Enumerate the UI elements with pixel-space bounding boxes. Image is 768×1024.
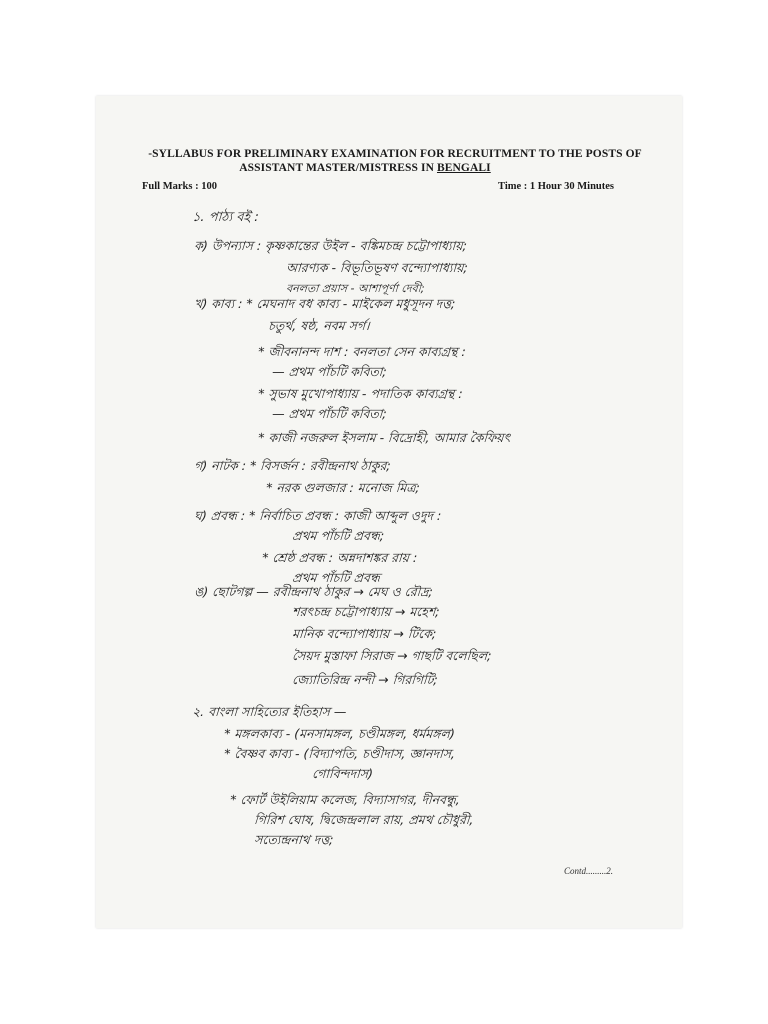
- handwritten-line: * নরক গুলজার : মনোজ মিত্র;: [265, 480, 421, 495]
- handwritten-line: * ফোর্ট উইলিয়াম কলেজ, বিদ্যাসাগর, দীনবন্ধু,: [229, 792, 461, 807]
- handwritten-line: * শ্রেষ্ঠ প্রবন্ধ : অন্নদাশঙ্কর রায় :: [261, 550, 418, 565]
- handwritten-line: ঘ) প্রবন্ধ : * নির্বাচিত প্রবন্ধ : কাজী আব্দুল ওদুদ :: [193, 508, 442, 523]
- handwritten-line: চতুর্থ, ষষ্ঠ, নবম সর্গ।: [267, 318, 371, 333]
- handwritten-line: * সুভাষ মুখোপাধ্যায় - পদাতিক কাব্যগ্রন্থ :: [257, 386, 464, 401]
- handwritten-line: খ) কাব্য : * মেঘনাদ বধ কাব্য - মাইকেল মধুসূদন দত্ত;: [193, 296, 456, 311]
- subject-name: BENGALI: [436, 162, 491, 174]
- handwritten-line: ১. পাঠ্য বই :: [191, 210, 260, 225]
- handwritten-line: গোবিন্দদাস): [311, 766, 374, 781]
- handwritten-line: * বৈষ্ণব কাব্য - (বিদ্যাপতি, চণ্ডীদাস, জ্ঞানদাস,: [223, 746, 456, 761]
- full-marks: Full Marks : 100: [142, 181, 217, 192]
- exam-time: Time : 1 Hour 30 Minutes: [498, 181, 614, 192]
- handwritten-line: * মঙ্গলকাব্য - (মনসামঙ্গল, চণ্ডীমঙ্গল, ধর্মমঙ্গল): [223, 726, 456, 741]
- title-line-1: -SYLLABUS FOR PRELIMINARY EXAMINATION FOR RECRUITMENT TO THE POSTS OF: [148, 148, 642, 160]
- handwritten-line: সত্যেন্দ্রনাথ দত্ত;: [253, 832, 334, 847]
- handwritten-line: মানিক বন্দ্যোপাধ্যায় → টিকে;: [291, 626, 437, 641]
- handwritten-line: ঙ) ছোটগল্প — রবীন্দ্রনাথ ঠাকুর → মেঘ ও রৌদ্র;: [193, 584, 434, 599]
- handwritten-line: সৈয়দ মুস্তাফা সিরাজ → গাছটি বলেছিল;: [291, 648, 492, 663]
- handwritten-line: জ্যোতিরিন্দ্র নন্দী → গিরগিটি;: [291, 672, 439, 687]
- handwritten-line: গিরিশ ঘোষ, দ্বিজেন্দ্রলাল রায়, প্রমথ চৌধুরী,: [253, 812, 475, 827]
- handwritten-line: বনলতা প্রয়াস - আশাপূর্ণা দেবী;: [285, 282, 426, 295]
- handwritten-line: * কাজী নজরুল ইসলাম - বিদ্রোহী, আমার কৈফিয়ৎ: [257, 430, 511, 445]
- continued-note: Contd.........2.: [564, 866, 614, 876]
- handwritten-line: — প্রথম পাঁচটি কবিতা;: [271, 406, 388, 421]
- handwritten-line: — প্রথম পাঁচটি কবিতা;: [271, 364, 388, 379]
- handwritten-line: ক) উপন্যাস : কৃষ্ণকান্তের উইল - বঙ্কিমচন্দ্র চট্টোপাধ্যায়;: [193, 238, 468, 253]
- handwritten-line: প্রথম পাঁচটি প্রবন্ধ;: [291, 528, 385, 543]
- handwritten-line: ২. বাংলা সাহিত্যের ইতিহাস —: [191, 704, 347, 719]
- handwritten-syllabus: [96, 96, 682, 928]
- title-line-2-prefix: ASSISTANT MASTER/MISTRESS IN: [239, 162, 434, 174]
- handwritten-line: * জীবনানন্দ দাশ : বনলতা সেন কাব্যগ্রন্থ :: [257, 344, 467, 359]
- handwritten-line: আরণ্যক - বিভূতিভূষণ বন্দ্যোপাধ্যায়;: [285, 260, 469, 275]
- document-page: [96, 96, 682, 928]
- handwritten-line: গ) নাটক : * বিসর্জন : রবীন্দ্রনাথ ঠাকুর;: [193, 458, 392, 473]
- handwritten-line: প্রথম পাঁচটি প্রবন্ধ: [291, 570, 381, 585]
- handwritten-line: শরৎচন্দ্র চট্টোপাধ্যায় → মহেশ;: [291, 604, 441, 619]
